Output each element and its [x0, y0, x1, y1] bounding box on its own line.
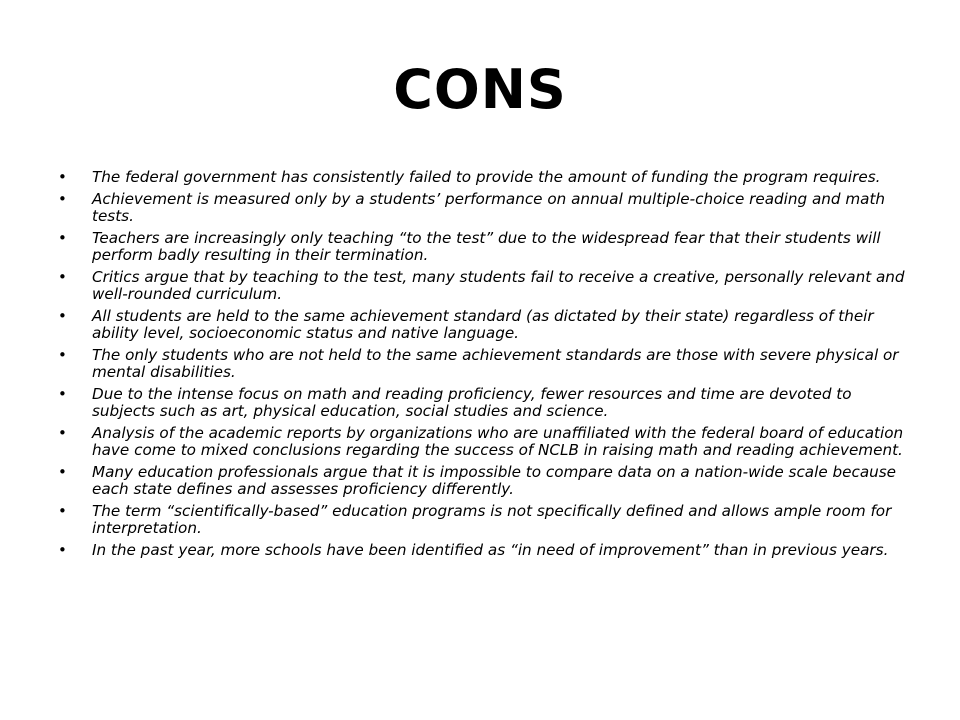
- bullet-text: In the past year, more schools have been identified as “in need of improvement” than in previous years.: [92, 541, 889, 559]
- bullet-text: The term “scientifically-based” education programs is not specifically defined and allows ample room for interpretation.: [92, 502, 892, 537]
- bullet-text: Due to the intense focus on math and reading proficiency, fewer resources and time are devoted to subjects such as art, physical education, social studies and science.: [92, 385, 852, 420]
- bullet-text: The federal government has consistently failed to provide the amount of funding the program requires.: [92, 168, 881, 186]
- bullet-list: [58, 169, 908, 564]
- bullet-item: [58, 169, 908, 186]
- bullet-text: Teachers are increasingly only teaching “to the test” due to the widespread fear that their students will perform badly resulting in their termination.: [92, 229, 881, 264]
- bullet-dot-icon: •: [58, 168, 67, 186]
- bullet-dot-icon: •: [58, 307, 67, 325]
- bullet-item: [58, 464, 908, 498]
- bullet-text: Achievement is measured only by a students’ performance on annual multiple-choice reading and math tests.: [92, 190, 886, 225]
- bullet-item: [58, 425, 908, 459]
- bullet-dot-icon: •: [58, 385, 67, 403]
- bullet-text: The only students who are not held to the same achievement standards are those with severe physical or mental disabilities.: [92, 346, 899, 381]
- bullet-dot-icon: •: [58, 229, 67, 247]
- bullet-text: All students are held to the same achievement standard (as dictated by their state) regardless of their ability level, socioeconomic status and native language.: [92, 307, 874, 342]
- bullet-item: [58, 269, 908, 303]
- bullet-text: Many education professionals argue that it is impossible to compare data on a nation-wide scale because each state defines and assesses proficiency differently.: [92, 463, 897, 498]
- bullet-item: [58, 542, 908, 559]
- bullet-item: [58, 191, 908, 225]
- bullet-dot-icon: •: [58, 424, 67, 442]
- bullet-dot-icon: •: [58, 502, 67, 520]
- bullet-dot-icon: •: [58, 346, 67, 364]
- bullet-dot-icon: •: [58, 541, 67, 559]
- bullet-text: Analysis of the academic reports by organizations who are unaffiliated with the federal board of education have come to mixed conclusions regarding the success of NCLB in raising math and reading achievement.: [92, 424, 904, 459]
- slide-title: CONS: [393, 58, 567, 121]
- bullet-dot-icon: •: [58, 463, 67, 481]
- bullet-item: [58, 308, 908, 342]
- bullet-item: [58, 503, 908, 537]
- bullet-text: Critics argue that by teaching to the test, many students fail to receive a creative, personally relevant and well-rounded curriculum.: [92, 268, 905, 303]
- bullet-dot-icon: •: [58, 268, 67, 286]
- bullet-item: [58, 386, 908, 420]
- bullet-item: [58, 230, 908, 264]
- bullet-dot-icon: •: [58, 190, 67, 208]
- bullet-item: [58, 347, 908, 381]
